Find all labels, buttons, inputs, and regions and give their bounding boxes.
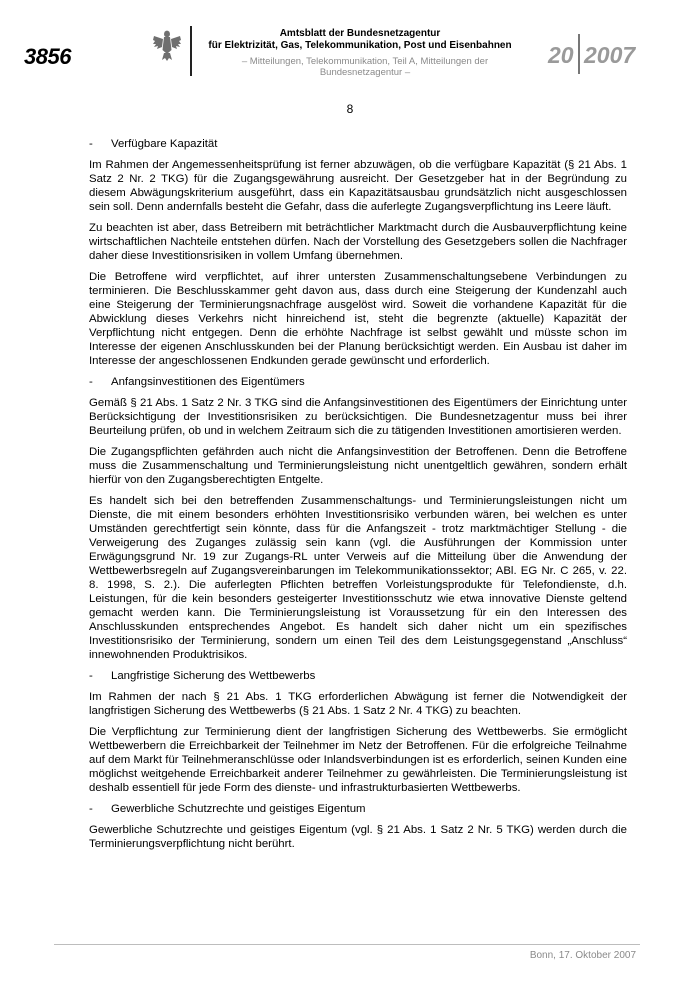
paragraph: Die Zugangspflichten gefährden auch nicht die Anfangsinvestition der Betroffenen. Denn die Betroffene muss die Zusammenschaltung und Terminierungsleistung nicht unentgeltlich gewähren, sondern erhält hierfür von den Zugangsberechtigten Entgelte. — [89, 446, 627, 486]
section-heading-text: Verfügbare Kapazität — [111, 138, 218, 150]
journal-subtitle: – Mitteilungen, Telekommunikation, Teil A, Mitteilungen der Bundesnetzagentur – — [241, 56, 489, 78]
bullet-dash: - — [89, 376, 93, 388]
paragraph: Die Betroffene wird verpflichtet, auf ihrer untersten Zusammenschaltungsebene Verbindungen zu terminieren. Die Beschlusskammer geht davon aus, dass durch eine Steigerung der Kundenzahl auch eine Steigerung der Terminierungsnachfrage ausgelöst wird. Soweit die vorhandene Kapazität für die Abwicklung dieses Verkehrs nicht hinreichend ist, steht die begrenzte (aktuelle) Kapazität der Verpflichtung nicht entgegen. Denn die erhöhte Nachfrage ist selbst gewählt und müsste schon im Interesse der eigenen Anschlusskunden bei der Planung berücksichtigt werden. Ein Ausbau ist daher im Interesse der angeschlossenen Endkunden gerade gewünscht und erforderlich. — [89, 271, 627, 367]
section-heading — [89, 375, 627, 389]
internal-page-number: 8 — [346, 102, 354, 116]
footer-date: Bonn, 17. Oktober 2007 — [529, 950, 636, 961]
paragraph: Im Rahmen der nach § 21 Abs. 1 TKG erforderlichen Abwägung ist ferner die Notwendigkeit der langfristigen Sicherung des Wettbewerbs (§ 21 Abs. 1 Satz 2 Nr. 4 TKG) zu beachten. — [89, 691, 627, 717]
section-heading — [89, 669, 627, 683]
paragraph: Gemäß § 21 Abs. 1 Satz 2 Nr. 3 TKG sind die Anfangsinvestitionen des Eigentümers der Einrichtung unter Berücksichtigung der Investitionsrisiken zu berücksichtigen. Die Bundesnetzagentur muss bei ihrer Beurteilung prüfen, ob und in welchem Zeitraum sich die zu tätigenden Investitionen amortisieren werden. — [89, 397, 627, 437]
header-divider — [190, 26, 192, 76]
paragraph: Gewerbliche Schutzrechte und geistiges Eigentum (vgl. § 21 Abs. 1 Satz 2 Nr. 5 TKG) werden durch die Terminierungsverpflichtung nicht berührt. — [89, 824, 627, 850]
paragraph: Im Rahmen der Angemessenheitsprüfung ist ferner abzuwägen, ob die verfügbare Kapazität (§ 21 Abs. 1 Satz 2 Nr. 2 TKG) für die Zugangsgewährung ausreicht. Der Gesetzgeber hat in der Begründung zu diesem Abwägungskriterium ausgeführt, dass ein Kapazitätsausbau grundsätzlich nicht ausgeschlossen sein soll. Denn andernfalls besteht die Gefahr, dass die auferlegte Zugangsverpflichtung ins Leere läuft. — [89, 159, 627, 213]
document-body — [89, 137, 627, 858]
bullet-dash: - — [89, 138, 93, 150]
journal-title-line-2: für Elektrizität, Gas, Telekommunikation, Post und Eisenbahnen — [208, 40, 512, 51]
federal-eagle-icon — [152, 28, 182, 62]
section-heading — [89, 802, 627, 816]
page-number: 3856 — [24, 44, 71, 69]
issue-year: 2007 — [584, 42, 636, 68]
bullet-dash: - — [89, 803, 93, 815]
section-heading-text: Gewerbliche Schutzrechte und geistiges Eigentum — [111, 803, 366, 815]
paragraph: Es handelt sich bei den betreffenden Zusammenschaltungs- und Terminierungsleistungen nicht um Dienste, die mit einem besonders erhöhten Investitionsrisiko verbunden wären, bei welchen es unter Umständen gerechtfertigt sein könnte, dass für die Anfangszeit - trotz marktmächtiger Stellung - die Verweigerung des Zuganges zulässig sein kann (vgl. die Ausführungen der Kommission unter Erwägungsgrund Nr. 19 zur Zugangs-RL unter Verweis auf die Mitteilung über die Anwendung der Wettbewerbsregeln auf Zugangsvereinbarungen im Telekommunikationssektor; ABl. EG Nr. C 265, v. 22. 8. 1998, S. 2.). Die auferlegten Pflichten betreffen Vorleistungsprodukte für Telefondienste, d.h. Leistungen, für die kein besonders gesteigerter Investitionsschutz wie etwa innovative Dienste geltend gemacht werden kann. Die Terminierungsleistung ist Voraussetzung für ein den Interessen des Anschlusskunden entsprechendes Angebot. Es handelt sich daher nicht um ein spezifisches Investitionsrisiko der Terminierung, sondern um einen Teil des dem Leistungsgegenstand „Anschluss“ innewohnenden Produktrisikos. — [89, 495, 627, 661]
footer-divider — [54, 944, 640, 945]
section-heading-text: Langfristige Sicherung des Wettbewerbs — [111, 670, 316, 682]
paragraph: Die Verpflichtung zur Terminierung dient der langfristigen Sicherung des Wettbewerbs. Sie ermöglicht Wettbewerbern die Erreichbarkeit der Teilnehmer im Netz der Betroffenen. Für die erfolgreiche Teilnahme auf dem Markt für Teilnehmeranschlüsse oder Inlandsverbindungen ist es erforderlich, seinen Kunden eine möglichst weitgehende Erreichbarkeit anderer Teilnehmer zu gewährleisten. Die Terminierungsleistung ist deshalb essentiell für jede Form des dienste- und infrastrukturbasierten Wettbewerbs. — [89, 726, 627, 794]
section-heading-text: Anfangsinvestitionen des Eigentümers — [111, 376, 305, 388]
issue-divider — [578, 34, 580, 74]
paragraph: Zu beachten ist aber, dass Betreibern mit beträchtlicher Marktmacht durch die Ausbauverpflichtung keine wirtschaftlichen Nachteile entstehen dürfen. Nach der Vorstellung des Gesetzgebers sollen die Nachfrager daher diese Investitionsrisiken in vollem Umfang übernehmen. — [89, 222, 627, 262]
journal-title-line-1: Amtsblatt der Bundesnetzagentur — [279, 28, 441, 39]
bullet-dash: - — [89, 670, 93, 682]
journal-title — [200, 28, 520, 52]
issue-number: 20 — [548, 42, 574, 68]
section-heading — [89, 137, 627, 151]
